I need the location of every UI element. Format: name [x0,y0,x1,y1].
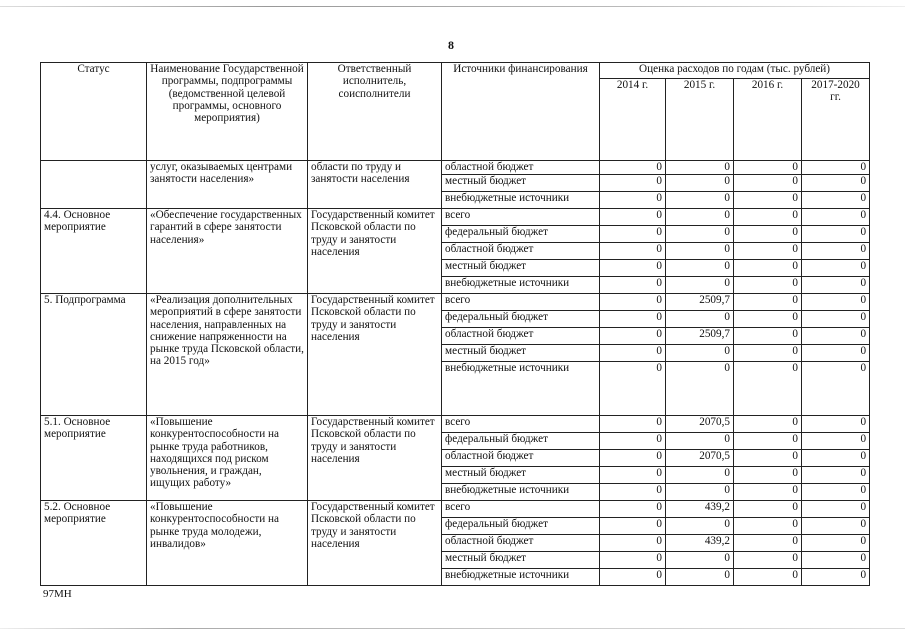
row-source: областной бюджет [442,535,600,552]
header-estimate: Оценка расходов по годам (тыс. рублей) [600,63,870,79]
row-value: 0 [802,161,870,175]
row-executor: Государственный комитет Псковской области по труду и занятости населения [308,501,442,586]
row-value: 0 [802,226,870,243]
row-value: 0 [734,161,802,175]
table-header [41,63,870,161]
row-value: 0 [802,416,870,433]
row-value: 0 [734,484,802,501]
row-value: 0 [666,226,734,243]
row-value: 0 [600,175,666,192]
row-value: 0 [666,484,734,501]
row-name: «Повышение конкурентоспособности на рынке труда молодежи, инвалидов» [147,501,308,586]
row-value: 0 [802,569,870,586]
row-value: 0 [600,243,666,260]
footer-code: 97MH [43,588,72,600]
row-value: 0 [600,433,666,450]
row-value: 0 [802,501,870,518]
row-source: всего [442,416,600,433]
row-source: местный бюджет [442,260,600,277]
row-value: 0 [802,518,870,535]
row-value: 2070,5 [666,416,734,433]
header-year: 2016 г. [734,79,802,161]
row-value: 0 [600,416,666,433]
row-source: местный бюджет [442,345,600,362]
row-status [41,161,147,209]
table-row [41,294,870,311]
header-year: 2017-2020 гг. [802,79,870,161]
row-value: 0 [734,450,802,467]
header-name: Наименование Государственной программы, подпрограммы (ведомственной целевой программы, основного мероприятия) [147,63,308,161]
row-value: 0 [600,484,666,501]
row-value: 0 [600,552,666,569]
row-source: федеральный бюджет [442,311,600,328]
row-value: 0 [734,277,802,294]
table-row [41,416,870,433]
row-value: 0 [734,569,802,586]
row-value: 0 [734,260,802,277]
row-value: 0 [666,260,734,277]
row-value: 0 [802,467,870,484]
row-status: 5. Подпрограмма [41,294,147,416]
row-value: 0 [802,260,870,277]
row-status: 4.4. Основное мероприятие [41,209,147,294]
row-value: 0 [666,277,734,294]
row-value: 2070,5 [666,450,734,467]
row-value: 0 [734,209,802,226]
row-status: 5.1. Основное мероприятие [41,416,147,501]
scan-bottom-edge [0,628,905,629]
row-value: 0 [600,161,666,175]
expenditure-table [40,62,870,586]
row-value: 0 [734,416,802,433]
row-value: 0 [802,345,870,362]
row-value: 0 [734,192,802,209]
row-value: 0 [802,433,870,450]
row-source: местный бюджет [442,175,600,192]
row-name: «Повышение конкурентоспособности на рынке труда работников, находящихся под риском увольнения, и граждан, ищущих работу» [147,416,308,501]
row-status: 5.2. Основное мероприятие [41,501,147,586]
row-source: всего [442,501,600,518]
row-value: 0 [600,192,666,209]
row-value: 0 [666,243,734,260]
row-value: 0 [802,192,870,209]
row-value: 2509,7 [666,328,734,345]
row-value: 0 [666,345,734,362]
row-value: 0 [802,535,870,552]
row-value: 0 [600,467,666,484]
row-value: 0 [666,433,734,450]
row-value: 0 [666,552,734,569]
row-value: 0 [600,345,666,362]
row-name: услуг, оказываемых центрами занятости населения» [147,161,308,209]
row-value: 0 [734,433,802,450]
row-source: областной бюджет [442,450,600,467]
row-value: 0 [734,501,802,518]
header-sources: Источники финансирования [442,63,600,161]
row-executor: Государственный комитет Псковской области по труду и занятости населения [308,294,442,416]
row-value: 0 [734,311,802,328]
row-value: 0 [666,569,734,586]
row-source: внебюджетные источники [442,569,600,586]
header-year: 2014 г. [600,79,666,161]
row-value: 0 [802,450,870,467]
scan-top-edge [0,6,905,7]
row-name: «Обеспечение государственных гарантий в сфере занятости населения» [147,209,308,294]
row-value: 0 [600,311,666,328]
row-value: 0 [802,328,870,345]
row-value: 0 [600,535,666,552]
page-number: 8 [448,38,454,52]
row-value: 0 [666,175,734,192]
row-source: местный бюджет [442,552,600,569]
row-value: 0 [802,294,870,311]
row-source: областной бюджет [442,161,600,175]
row-value: 0 [600,450,666,467]
row-value: 0 [734,226,802,243]
row-value: 0 [600,362,666,416]
row-value: 0 [666,209,734,226]
row-value: 0 [734,362,802,416]
row-source: федеральный бюджет [442,226,600,243]
row-value: 0 [600,226,666,243]
row-source: внебюджетные источники [442,362,600,416]
row-value: 0 [734,175,802,192]
row-value: 0 [666,518,734,535]
row-source: всего [442,209,600,226]
row-executor: Государственный комитет Псковской области по труду и занятости населения [308,416,442,501]
row-value: 0 [734,243,802,260]
table-row [41,161,870,175]
row-value: 0 [802,277,870,294]
row-source: внебюджетные источники [442,277,600,294]
row-value: 439,2 [666,535,734,552]
row-value: 0 [802,209,870,226]
row-value: 0 [600,569,666,586]
row-value: 0 [666,362,734,416]
row-value: 0 [600,518,666,535]
row-source: всего [442,294,600,311]
table-row [41,501,870,518]
row-value: 0 [666,467,734,484]
row-value: 0 [734,345,802,362]
header-executor: Ответственный исполнитель, соисполнители [308,63,442,161]
row-value: 0 [666,161,734,175]
row-source: федеральный бюджет [442,518,600,535]
row-value: 0 [802,243,870,260]
row-value: 0 [802,552,870,569]
row-value: 2509,7 [666,294,734,311]
row-value: 0 [734,467,802,484]
row-value: 0 [802,362,870,416]
row-value: 0 [600,209,666,226]
row-source: внебюджетные источники [442,192,600,209]
row-value: 0 [734,535,802,552]
header-status: Статус [41,63,147,161]
row-executor: области по труду и занятости населения [308,161,442,209]
header-year: 2015 г. [666,79,734,161]
row-source: федеральный бюджет [442,433,600,450]
row-value: 0 [802,311,870,328]
row-value: 439,2 [666,501,734,518]
row-executor: Государственный комитет Псковской области по труду и занятости населения [308,209,442,294]
row-value: 0 [600,501,666,518]
row-value: 0 [600,277,666,294]
row-source: областной бюджет [442,328,600,345]
row-value: 0 [734,552,802,569]
row-source: местный бюджет [442,467,600,484]
row-value: 0 [802,484,870,501]
row-value: 0 [734,294,802,311]
row-value: 0 [734,518,802,535]
row-name: «Реализация дополнительных мероприятий в сфере занятости населения, направленных на снижение напряженности на рынке труда Псковской области, на 2015 год» [147,294,308,416]
row-source: внебюджетные источники [442,484,600,501]
table-body [41,161,870,586]
row-value: 0 [666,192,734,209]
row-value: 0 [600,260,666,277]
row-source: областной бюджет [442,243,600,260]
row-value: 0 [600,294,666,311]
table-row [41,209,870,226]
row-value: 0 [666,311,734,328]
row-value: 0 [734,328,802,345]
row-value: 0 [802,175,870,192]
row-value: 0 [600,328,666,345]
